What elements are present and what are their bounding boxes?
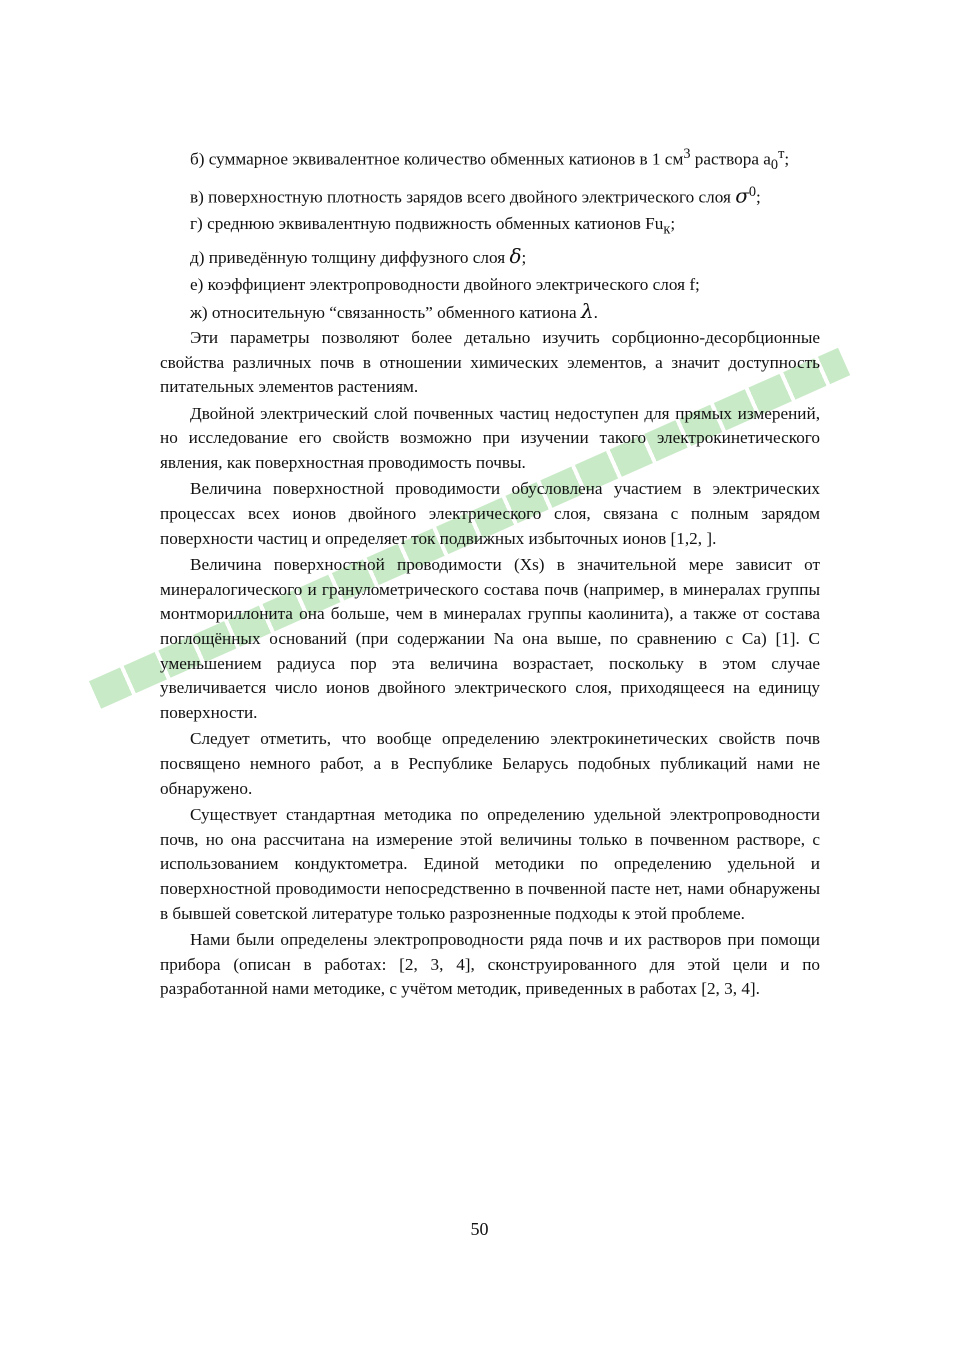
paragraph: Следует отметить, что вообще определению электрокинетических свойств почв посвящено немного работ, а в Республике Беларусь подобных публикаций нами не обнаружено. <box>160 729 820 798</box>
paragraph: Величина поверхностной проводимости (Xs) в значительной мере зависит от минералогического и гранулометрического состава почв (например, в минералах группы монтмориллонита она больше, чем в минералах группы каолинита), а также от состава поглощённых оснований (при содержании Na она выше, по сравнению с Ca) [1]. С уменьшением радиуса пор эта величина возрастает, поскольку в этом случае увеличивается число ионов двойного электрического слоя, приходящееся на единицу поверхности. <box>160 555 820 722</box>
document-body <box>160 142 820 1002</box>
list-item-g: г) среднюю эквивалентную подвижность обменных катионов $Fu_к$; <box>190 214 676 238</box>
paragraph: Величина поверхностной проводимости обусловлена участием в электрических процессах всех ионов двойного электрического слоя, связана с полным зарядом поверхности частиц и определяет ток подвижных избыточных ионов [1,2, ]. <box>160 479 820 548</box>
paragraph: Существует стандартная методика по определению удельной электропроводности почв, но она рассчитана на измерение этой величины только в почвенном растворе, с использованием кондуктометра. Единой методики по определению удельной и поверхностной проводимости непосредственно в почвенной пасте нет, нами обнаружены в бывшей советской литературе только разрозненные подходы к этой проблеме. <box>160 805 820 923</box>
list-item-zh: ж) относительную “связанность” обменного катиона λ. <box>190 299 598 324</box>
paragraph: Нами были определены электропроводности ряда почв и их растворов при помощи прибора (описан в работах: [2, 3, 4], сконструированного для этой цели и по разработанной нами методике, с учётом методик, приведенных в работах [2, 3, 4]. <box>160 930 820 999</box>
paragraph: Двойной электрический слой почвенных частиц недоступен для прямых измерений, но исследование его свойств возможно при изучении такого электрокинетического явления, как поверхностная проводимость почвы. <box>160 403 820 472</box>
list-item-v: в) поверхностную плотность зарядов всего двойного электрического слоя $\sigma^0$; <box>190 183 761 208</box>
list-item-e: е) коэффициент электропроводности двойного электрического слоя f; <box>190 274 700 294</box>
list-item-b: б) суммарное эквивалентное количество обменных катионов в 1 $см^3$ раствора $a_0^т$; <box>190 146 790 174</box>
page-number: 50 <box>470 1219 489 1239</box>
list-item-d: д) приведённую толщину диффузного слоя δ; <box>190 244 527 269</box>
paragraph: Эти параметры позволяют более детально изучить сорбционно-десорбционные свойства различных почв в отношении химических элементов, а значит доступность питательных элементов растениям. <box>160 327 820 397</box>
